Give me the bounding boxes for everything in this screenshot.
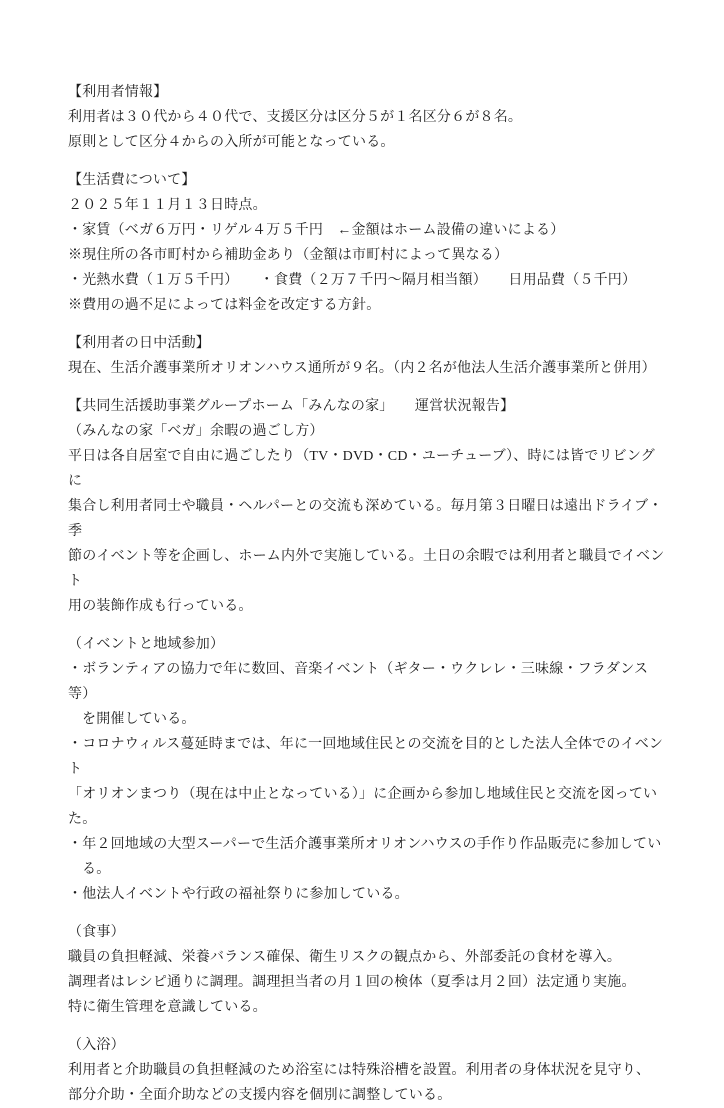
document-section xyxy=(68,1033,666,1108)
section-heading: 【利用者の日中活動】 xyxy=(68,336,210,351)
text-line: ・光熱水費（１万５千円） ・食費（２万７千円～隔月相当額） 日用品費（５千円） xyxy=(68,273,637,288)
text-line: 「オリオンまつり（現在は中止となっている）」に企画から参加し地域住民と交流を図っていた。 xyxy=(68,787,658,827)
document-section xyxy=(68,168,666,318)
text-line: 集合し利用者同士や職員・ヘルパーとの交流も深めている。毎月第３日曜日は遠出ドライブ・季 xyxy=(68,499,663,539)
text-line: ・家賃（ベガ６万円・リゲル４万５千円 ←金額はホーム設備の違いによる） xyxy=(68,223,565,238)
text-line: ２０２５年１１月１３日時点。 xyxy=(68,198,267,213)
text-line: （みんなの家「ベガ」余暇の過ごし方） xyxy=(68,424,324,439)
text-line: を開催している。 xyxy=(82,712,196,727)
document-section xyxy=(68,632,666,907)
text-line: 原則として区分４からの入所が可能となっている。 xyxy=(68,135,395,150)
document-section xyxy=(68,80,666,155)
text-line: 部分介助・全面介助などの支援内容を個別に調整している。 xyxy=(68,1088,452,1103)
text-line: 調理者はレシピ通りに調理。調理担当者の月１回の検体（夏季は月２回）法定通り実施。 xyxy=(68,975,636,990)
text-line: る。 xyxy=(82,862,111,877)
text-line: 特に衛生管理を意識している。 xyxy=(68,1000,267,1015)
section-heading: 【生活費について】 xyxy=(68,173,196,188)
text-line: ※費用の過不足によっては料金を改定する方針。 xyxy=(68,298,381,313)
text-line: 利用者は３０代から４０代で、支援区分は区分５が１名区分６が８名。 xyxy=(68,110,523,125)
document-section xyxy=(68,331,666,381)
section-heading: （入浴） xyxy=(68,1038,125,1053)
section-heading: （食事） xyxy=(68,925,125,940)
text-line: 現在、生活介護事業所オリオンハウス通所が９名。（内２名が他法人生活介護事業所と併用） xyxy=(68,361,656,376)
text-line: ・コロナウィルス蔓延時までは、年に一回地域住民との交流を目的とした法人全体でのイベント xyxy=(68,737,664,777)
text-line: ・他法人イベントや行政の福祉祭りに参加している。 xyxy=(68,887,409,902)
text-line: ・ボランティアの協力で年に数回、音楽イベント（ギター・ウクレレ・三味線・フラダンス等） xyxy=(68,662,649,702)
text-line: ・年２回地域の大型スーパーで生活介護事業所オリオンハウスの手作り作品販売に参加してい xyxy=(68,837,662,852)
section-heading: （イベントと地域参加） xyxy=(68,637,225,652)
document-section xyxy=(68,920,666,1020)
text-line: 平日は各自居室で自由に過ごしたり（TV・DVD・CD・ユーチューブ）、時には皆でリビングに xyxy=(68,449,655,489)
text-line: 職員の負担軽減、栄養バランス確保、衛生リスクの観点から、外部委託の食材を導入。 xyxy=(68,950,622,965)
document-body xyxy=(68,80,666,1108)
section-heading: 【共同生活援助事業グループホーム「みんなの家」 運営状況報告】 xyxy=(68,399,515,414)
text-line: ※現住所の各市町村から補助金あり（金額は市町村によって異なる） xyxy=(68,248,509,263)
text-line: 用の装飾作成も行っている。 xyxy=(68,599,253,614)
document-section xyxy=(68,394,666,619)
text-line: 利用者と介助職員の負担軽減のため浴室には特殊浴槽を設置。利用者の身体状況を見守り、 xyxy=(68,1063,651,1078)
section-heading: 【利用者情報】 xyxy=(68,85,168,100)
text-line: 節のイベント等を企画し、ホーム内外で実施している。土日の余暇では利用者と職員でイベント xyxy=(68,549,665,589)
